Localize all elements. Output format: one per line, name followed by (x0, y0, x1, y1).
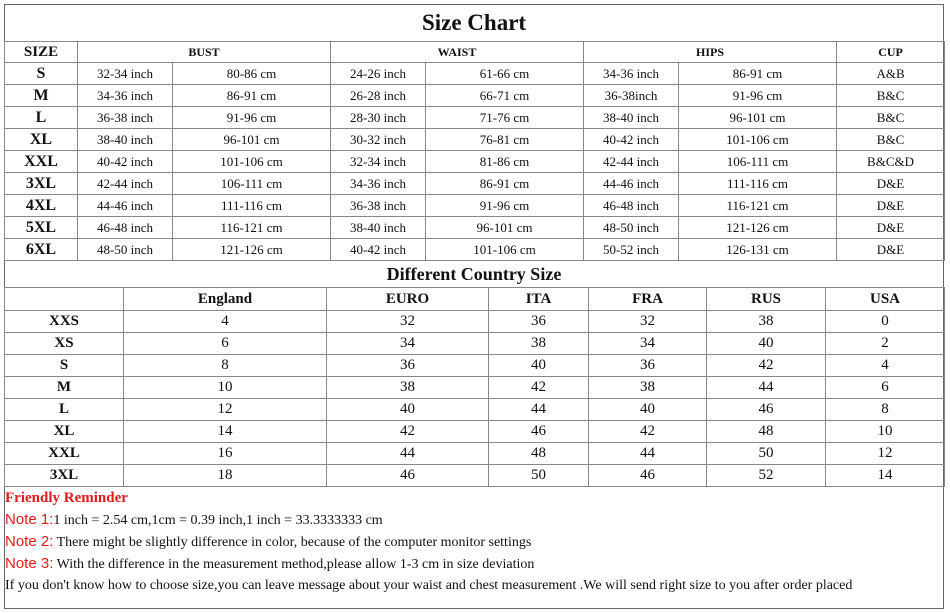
note-text: With the difference in the measurement method,please allow 1-3 cm in size deviation (53, 557, 535, 572)
country-size-value: 40 (707, 333, 826, 355)
country-size-value: 14 (124, 421, 327, 443)
cell-bust-in: 34-36 inch (78, 85, 173, 107)
cell-size: S (5, 63, 78, 85)
cell-hips-cm: 111-116 cm (679, 173, 837, 195)
cell-waist-in: 36-38 inch (331, 195, 426, 217)
country-size-value: 34 (327, 333, 489, 355)
country-size-value: 6 (826, 377, 945, 399)
country-row (5, 443, 945, 465)
country-size-value: 8 (826, 399, 945, 421)
cell-cup: A&B (837, 63, 945, 85)
size-row (5, 63, 945, 85)
country-size-value: 6 (124, 333, 327, 355)
country-size-label: XL (5, 421, 124, 443)
note-line (5, 509, 935, 531)
size-chart-title: Size Chart (421, 10, 527, 35)
header-cup: CUP (837, 42, 945, 63)
country-size-value: 38 (327, 377, 489, 399)
country-header-cell: England (124, 288, 327, 311)
cell-waist-in: 38-40 inch (331, 217, 426, 239)
country-size-value: 38 (707, 311, 826, 333)
country-header-cell: USA (826, 288, 945, 311)
country-size-value: 18 (124, 465, 327, 487)
cell-bust-in: 36-38 inch (78, 107, 173, 129)
cell-bust-cm: 91-96 cm (173, 107, 331, 129)
country-size-value: 44 (589, 443, 707, 465)
cell-bust-in: 44-46 inch (78, 195, 173, 217)
cell-bust-cm: 96-101 cm (173, 129, 331, 151)
cell-hips-cm: 96-101 cm (679, 107, 837, 129)
cell-waist-in: 28-30 inch (331, 107, 426, 129)
cell-bust-in: 48-50 inch (78, 239, 173, 261)
country-size-value: 8 (124, 355, 327, 377)
cell-size: 3XL (5, 173, 78, 195)
cell-bust-in: 38-40 inch (78, 129, 173, 151)
country-size-value: 38 (589, 377, 707, 399)
cell-bust-cm: 121-126 cm (173, 239, 331, 261)
country-size-value: 48 (489, 443, 589, 465)
country-size-value: 46 (327, 465, 489, 487)
size-row (5, 85, 945, 107)
country-size-table (4, 287, 945, 487)
size-row (5, 217, 945, 239)
country-size-value: 4 (124, 311, 327, 333)
cell-bust-in: 32-34 inch (78, 63, 173, 85)
cell-hips-in: 40-42 inch (584, 129, 679, 151)
country-header-cell: EURO (327, 288, 489, 311)
note-label: Note 3: (5, 555, 54, 572)
cell-waist-in: 32-34 inch (331, 151, 426, 173)
country-size-value: 34 (589, 333, 707, 355)
country-size-value: 10 (124, 377, 327, 399)
country-size-value: 14 (826, 465, 945, 487)
size-row (5, 107, 945, 129)
country-size-value: 10 (826, 421, 945, 443)
size-row (5, 129, 945, 151)
country-size-value: 42 (589, 421, 707, 443)
country-row (5, 399, 945, 421)
cell-bust-cm: 86-91 cm (173, 85, 331, 107)
country-row (5, 465, 945, 487)
cell-hips-cm: 121-126 cm (679, 217, 837, 239)
country-size-value: 46 (589, 465, 707, 487)
size-row (5, 239, 945, 261)
cell-bust-in: 42-44 inch (78, 173, 173, 195)
country-row (5, 311, 945, 333)
cell-hips-in: 44-46 inch (584, 173, 679, 195)
country-size-value: 12 (124, 399, 327, 421)
size-row (5, 173, 945, 195)
country-size-label: S (5, 355, 124, 377)
cell-size: 5XL (5, 217, 78, 239)
country-row (5, 333, 945, 355)
cell-waist-in: 30-32 inch (331, 129, 426, 151)
cell-size: M (5, 85, 78, 107)
cell-hips-in: 42-44 inch (584, 151, 679, 173)
country-size-value: 46 (707, 399, 826, 421)
size-chart-header-row (5, 42, 945, 63)
country-size-value: 38 (489, 333, 589, 355)
cell-waist-cm: 66-71 cm (426, 85, 584, 107)
cell-waist-in: 24-26 inch (331, 63, 426, 85)
country-size-label: XXS (5, 311, 124, 333)
country-size-value: 48 (707, 421, 826, 443)
header-size: SIZE (5, 42, 78, 63)
country-size-value: 44 (489, 399, 589, 421)
cell-hips-cm: 101-106 cm (679, 129, 837, 151)
cell-cup: B&C&D (837, 151, 945, 173)
cell-cup: B&C (837, 107, 945, 129)
cell-hips-in: 48-50 inch (584, 217, 679, 239)
country-size-value: 16 (124, 443, 327, 465)
cell-hips-in: 50-52 inch (584, 239, 679, 261)
size-row (5, 195, 945, 217)
cell-cup: B&C (837, 85, 945, 107)
country-size-value: 12 (826, 443, 945, 465)
cell-size: XL (5, 129, 78, 151)
country-row (5, 377, 945, 399)
cell-bust-cm: 111-116 cm (173, 195, 331, 217)
country-size-title: Different Country Size (386, 264, 562, 284)
cell-hips-in: 36-38inch (584, 85, 679, 107)
country-row (5, 421, 945, 443)
cell-hips-in: 46-48 inch (584, 195, 679, 217)
country-size-value: 36 (489, 311, 589, 333)
cell-waist-in: 40-42 inch (331, 239, 426, 261)
cell-size: 6XL (5, 239, 78, 261)
cell-hips-cm: 86-91 cm (679, 63, 837, 85)
friendly-reminder: Friendly Reminder (5, 490, 128, 506)
country-header-cell (5, 288, 124, 311)
country-size-value: 44 (707, 377, 826, 399)
country-header-cell: ITA (489, 288, 589, 311)
header-hips: HIPS (584, 42, 837, 63)
country-size-value: 36 (589, 355, 707, 377)
country-size-value: 36 (327, 355, 489, 377)
footer-message: If you don't know how to choose size,you can leave message about your waist and chest measurement .We will send right size to you after order placed (5, 578, 853, 593)
note-label: Note 2: (5, 533, 54, 550)
country-row (5, 355, 945, 377)
cell-hips-cm: 91-96 cm (679, 85, 837, 107)
cell-hips-in: 34-36 inch (584, 63, 679, 85)
cell-cup: D&E (837, 239, 945, 261)
cell-hips-cm: 106-111 cm (679, 151, 837, 173)
cell-size: 4XL (5, 195, 78, 217)
cell-bust-cm: 80-86 cm (173, 63, 331, 85)
country-size-value: 40 (589, 399, 707, 421)
country-header-cell: FRA (589, 288, 707, 311)
size-chart-table (4, 41, 945, 261)
cell-bust-in: 46-48 inch (78, 217, 173, 239)
country-size-value: 50 (489, 465, 589, 487)
country-size-value: 46 (489, 421, 589, 443)
cell-waist-cm: 61-66 cm (426, 63, 584, 85)
cell-cup: D&E (837, 173, 945, 195)
note-line (5, 531, 935, 553)
country-size-value: 50 (707, 443, 826, 465)
country-size-value: 0 (826, 311, 945, 333)
cell-waist-cm: 71-76 cm (426, 107, 584, 129)
cell-cup: D&E (837, 217, 945, 239)
country-size-value: 40 (489, 355, 589, 377)
country-size-label: L (5, 399, 124, 421)
note-line (5, 553, 935, 575)
country-size-value: 42 (707, 355, 826, 377)
country-size-value: 44 (327, 443, 489, 465)
cell-hips-in: 38-40 inch (584, 107, 679, 129)
country-size-value: 32 (327, 311, 489, 333)
cell-waist-cm: 91-96 cm (426, 195, 584, 217)
country-size-value: 52 (707, 465, 826, 487)
cell-size: XXL (5, 151, 78, 173)
country-size-value: 4 (826, 355, 945, 377)
country-size-value: 42 (489, 377, 589, 399)
cell-waist-cm: 76-81 cm (426, 129, 584, 151)
header-waist: WAIST (331, 42, 584, 63)
cell-waist-cm: 101-106 cm (426, 239, 584, 261)
note-text: There might be slightly difference in color, because of the computer monitor settings (53, 535, 532, 550)
cell-waist-cm: 96-101 cm (426, 217, 584, 239)
notes-section (5, 488, 935, 596)
cell-bust-in: 40-42 inch (78, 151, 173, 173)
cell-hips-cm: 116-121 cm (679, 195, 837, 217)
country-header-cell: RUS (707, 288, 826, 311)
note-label: Note 1: (5, 511, 54, 528)
country-size-value: 42 (327, 421, 489, 443)
country-size-label: M (5, 377, 124, 399)
cell-waist-cm: 86-91 cm (426, 173, 584, 195)
country-size-label: XXL (5, 443, 124, 465)
country-header-row (5, 288, 945, 311)
cell-waist-cm: 81-86 cm (426, 151, 584, 173)
size-row (5, 151, 945, 173)
cell-cup: D&E (837, 195, 945, 217)
country-size-value: 32 (589, 311, 707, 333)
note-text: 1 inch = 2.54 cm,1cm = 0.39 inch,1 inch = 33.3333333 cm (53, 513, 383, 528)
cell-hips-cm: 126-131 cm (679, 239, 837, 261)
country-size-label: 3XL (5, 465, 124, 487)
cell-bust-cm: 106-111 cm (173, 173, 331, 195)
cell-waist-in: 26-28 inch (331, 85, 426, 107)
country-size-value: 2 (826, 333, 945, 355)
cell-bust-cm: 101-106 cm (173, 151, 331, 173)
header-bust: BUST (78, 42, 331, 63)
cell-size: L (5, 107, 78, 129)
country-size-value: 40 (327, 399, 489, 421)
cell-waist-in: 34-36 inch (331, 173, 426, 195)
cell-bust-cm: 116-121 cm (173, 217, 331, 239)
cell-cup: B&C (837, 129, 945, 151)
country-size-label: XS (5, 333, 124, 355)
